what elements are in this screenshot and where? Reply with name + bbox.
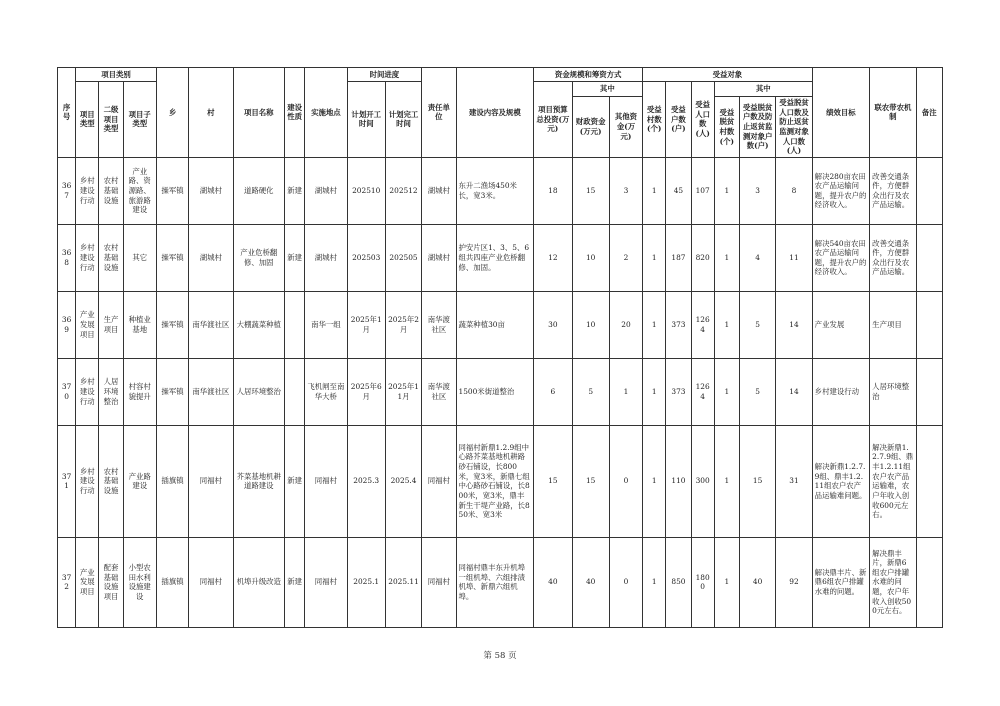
cell-seq: 371: [58, 425, 76, 537]
cell-goal: 解决新鼎1.2.7.9组、鼎丰1.2.11组农户农产品运输难问题。: [812, 425, 870, 537]
col-budget: 项目预算总投资(万元): [534, 82, 572, 158]
col-other: 其他资金(万元): [609, 97, 642, 158]
cell-seq: 370: [58, 358, 76, 425]
cell-ph: 15: [739, 425, 775, 537]
col-mechanism: 联农带农机制: [870, 68, 916, 158]
cell-village: 同福村: [189, 537, 233, 627]
cell-other: 1: [609, 358, 642, 425]
cell-fiscal: 10: [572, 224, 609, 291]
col-funds-among: 其中: [572, 82, 643, 97]
col-benefit-population: 受益人口数(人): [691, 82, 714, 158]
col-group-benefit: 受益对象: [643, 68, 813, 82]
cell-fiscal: 15: [572, 157, 609, 224]
cell-budget: 6: [534, 358, 572, 425]
col-nature: 建设性质: [285, 68, 305, 158]
col-plan-end: 计划完工时间: [385, 82, 421, 158]
cell-sub: 小型农田水利设施建设: [123, 537, 156, 627]
col-remarks: 备注: [916, 68, 942, 158]
cell-type: 乡村建设行动: [76, 157, 99, 224]
col-group-category: 项目类别: [76, 68, 157, 82]
cell-second: 农村基础设施: [99, 157, 123, 224]
cell-unit: 南华渡社区: [422, 291, 456, 358]
cell-bp: 300: [691, 425, 714, 537]
cell-bv: 1: [643, 224, 666, 291]
cell-ph: 4: [739, 224, 775, 291]
cell-second: 配套基础设施项目: [99, 537, 123, 627]
cell-second: 生产项目: [99, 291, 123, 358]
col-plan-start: 计划开工时间: [347, 82, 385, 158]
cell-pv: 1: [714, 537, 739, 627]
cell-seq: 369: [58, 291, 76, 358]
cell-bv: 1: [643, 358, 666, 425]
cell-content: 东升二渔场450米长，宽3米。: [456, 157, 534, 224]
cell-name: 产业危桥翻修、加固: [233, 224, 284, 291]
cell-unit: 湖城村: [422, 224, 456, 291]
cell-second: 农村基础设施: [99, 224, 123, 291]
cell-town: 插旗镇: [156, 537, 188, 627]
cell-seq: 372: [58, 537, 76, 627]
cell-nature: 新建: [285, 537, 305, 627]
cell-location: 同福村: [305, 537, 347, 627]
col-responsible: 责任单位: [422, 68, 456, 158]
col-benefit-households: 受益户数(户): [666, 82, 691, 158]
cell-start: 2025年6月: [347, 358, 385, 425]
cell-nature: [285, 291, 305, 358]
cell-end: 2025年2月: [385, 291, 421, 358]
cell-pv: 1: [714, 291, 739, 358]
cell-fiscal: 5: [572, 358, 609, 425]
cell-budget: 30: [534, 291, 572, 358]
cell-content: 同福村鼎丰东升机埠一组机埠、六组排渍机埠、新鼎六组机埠。: [456, 537, 534, 627]
table-row: [58, 358, 943, 425]
cell-village: 同福村: [189, 425, 233, 537]
cell-goal: 解决540亩农田农产品运输问题，提升农户的经济收入。: [812, 224, 870, 291]
cell-ph: 3: [739, 157, 775, 224]
cell-nature: 新建: [285, 157, 305, 224]
cell-sub: 产业路、资源路、旅游路建设: [123, 157, 156, 224]
cell-content: 蔬菜种植30亩: [456, 291, 534, 358]
cell-content: 1500米街道整治: [456, 358, 534, 425]
col-benefit-villages: 受益村数(个): [643, 82, 666, 158]
cell-type: 产业发展项目: [76, 291, 99, 358]
table-row: [58, 291, 943, 358]
col-town: 乡: [156, 68, 188, 158]
cell-start: 2025.3: [347, 425, 385, 537]
col-second-type: 二级项目类型: [99, 82, 123, 158]
cell-other: 3: [609, 157, 642, 224]
cell-second: 人居环境整治: [99, 358, 123, 425]
cell-remarks: [916, 157, 942, 224]
cell-mechanism: 解决鼎丰片，新鼎6组农户排罐水难的问题，农户年收入创收500元左右。: [870, 537, 916, 627]
col-location: 实施地点: [305, 68, 347, 158]
cell-pp: 11: [776, 224, 812, 291]
cell-remarks: [916, 291, 942, 358]
cell-ph: 40: [739, 537, 775, 627]
cell-end: 2025年11月: [385, 358, 421, 425]
cell-bh: 373: [666, 291, 691, 358]
cell-bp: 107: [691, 157, 714, 224]
cell-mechanism: 解决新鼎1.2.7.9组、鼎丰1.2.11组农户农产品运输难，农户年收入创收600元左右。: [870, 425, 916, 537]
cell-nature: [285, 358, 305, 425]
cell-ph: 5: [739, 358, 775, 425]
cell-budget: 40: [534, 537, 572, 627]
cell-bv: 1: [643, 537, 666, 627]
cell-start: 2025.1: [347, 537, 385, 627]
cell-bh: 45: [666, 157, 691, 224]
cell-bv: 1: [643, 157, 666, 224]
cell-ph: 5: [739, 291, 775, 358]
cell-pv: 1: [714, 425, 739, 537]
cell-end: 202505: [385, 224, 421, 291]
cell-mechanism: 人居环境整治: [870, 358, 916, 425]
cell-location: 同福村: [305, 425, 347, 537]
header-row-1: [58, 68, 943, 82]
col-sub-type: 项目子类型: [123, 82, 156, 158]
col-village: 村: [189, 68, 233, 158]
cell-start: 2025年1月: [347, 291, 385, 358]
cell-second: 农村基础设施: [99, 425, 123, 537]
col-poverty-population: 受益脱贫人口数及防止返贫监测对象人口数(人): [776, 97, 812, 158]
col-group-time: 时间进度: [347, 68, 422, 82]
cell-bp: 820: [691, 224, 714, 291]
cell-location: 湖城村: [305, 224, 347, 291]
cell-pp: 8: [776, 157, 812, 224]
cell-budget: 15: [534, 425, 572, 537]
cell-name: 芥菜基地机耕道路建设: [233, 425, 284, 537]
cell-bh: 187: [666, 224, 691, 291]
cell-other: 0: [609, 425, 642, 537]
cell-budget: 18: [534, 157, 572, 224]
cell-name: 道路硬化: [233, 157, 284, 224]
cell-end: 2025.11: [385, 537, 421, 627]
page-number: 第 58 页: [483, 651, 517, 661]
cell-unit: 同福村: [422, 425, 456, 537]
cell-bh: 373: [666, 358, 691, 425]
cell-sub: 村容村貌提升: [123, 358, 156, 425]
cell-goal: 解决鼎丰片、新鼎6组农户排罐水难的问题。: [812, 537, 870, 627]
cell-location: 飞机闸至南华大桥: [305, 358, 347, 425]
cell-pv: 1: [714, 224, 739, 291]
cell-village: 湖城村: [189, 157, 233, 224]
cell-nature: 新建: [285, 224, 305, 291]
cell-pv: 1: [714, 157, 739, 224]
cell-start: 202510: [347, 157, 385, 224]
table-row: [58, 425, 943, 537]
col-goal: 绩效目标: [812, 68, 870, 158]
cell-pv: 1: [714, 358, 739, 425]
cell-town: 操军镇: [156, 157, 188, 224]
cell-sub: 产业路建设: [123, 425, 156, 537]
cell-village: 南华渡社区: [189, 358, 233, 425]
col-benefit-among: 其中: [714, 82, 812, 97]
cell-remarks: [916, 358, 942, 425]
cell-content: 同福村新鼎1.2.9组中心路芥菜基地机耕路砂石铺设，长800米，宽3米，新鼎七组中心路砂石铺设，长800米，宽3米，鼎丰新生干堤产业路，长850米、宽3米: [456, 425, 534, 537]
cell-unit: 南华渡社区: [422, 358, 456, 425]
cell-goal: 解决280亩农田农产品运输问题，提升农户的经济收入。: [812, 157, 870, 224]
cell-town: 插旗镇: [156, 425, 188, 537]
cell-village: 湖城村: [189, 224, 233, 291]
cell-unit: 湖城村: [422, 157, 456, 224]
cell-bv: 1: [643, 425, 666, 537]
cell-town: 操军镇: [156, 224, 188, 291]
cell-sub: 种植业基地: [123, 291, 156, 358]
cell-seq: 368: [58, 224, 76, 291]
cell-name: 大棚蔬菜种植: [233, 291, 284, 358]
table-row: [58, 537, 943, 627]
col-poverty-villages: 受益脱贫村数(个): [714, 97, 739, 158]
cell-town: 操军镇: [156, 291, 188, 358]
cell-mechanism: 生产项目: [870, 291, 916, 358]
cell-pp: 31: [776, 425, 812, 537]
cell-other: 0: [609, 537, 642, 627]
cell-location: 湖城村: [305, 157, 347, 224]
col-group-funds: 资金规模和筹资方式: [534, 68, 643, 82]
cell-bp: 1800: [691, 537, 714, 627]
cell-unit: 同福村: [422, 537, 456, 627]
cell-other: 2: [609, 224, 642, 291]
cell-type: 乡村建设行动: [76, 358, 99, 425]
cell-bp: 1264: [691, 358, 714, 425]
cell-type: 产业发展项目: [76, 537, 99, 627]
cell-name: 机埠升级改造: [233, 537, 284, 627]
cell-mechanism: 改善交通条件，方便群众出行及农产品运输。: [870, 224, 916, 291]
cell-bh: 850: [666, 537, 691, 627]
cell-fiscal: 15: [572, 425, 609, 537]
cell-start: 202503: [347, 224, 385, 291]
cell-nature: 新建: [285, 425, 305, 537]
col-poverty-households: 受益脱贫户数及防止返贫监测对象户数(户): [739, 97, 775, 158]
cell-end: 202512: [385, 157, 421, 224]
cell-mechanism: 改善交通条件，方便群众出行及农产品运输。: [870, 157, 916, 224]
cell-type: 乡村建设行动: [76, 425, 99, 537]
cell-bh: 110: [666, 425, 691, 537]
col-project-name: 项目名称: [233, 68, 284, 158]
cell-pp: 92: [776, 537, 812, 627]
cell-location: 南华一组: [305, 291, 347, 358]
cell-pp: 14: [776, 358, 812, 425]
cell-remarks: [916, 537, 942, 627]
cell-sub: 其它: [123, 224, 156, 291]
col-content: 建设内容及规模: [456, 68, 534, 158]
cell-budget: 12: [534, 224, 572, 291]
cell-fiscal: 10: [572, 291, 609, 358]
cell-pp: 14: [776, 291, 812, 358]
cell-other: 20: [609, 291, 642, 358]
cell-bv: 1: [643, 291, 666, 358]
cell-village: 南华渡社区: [189, 291, 233, 358]
cell-remarks: [916, 224, 942, 291]
cell-goal: 乡村建设行动: [812, 358, 870, 425]
cell-seq: 367: [58, 157, 76, 224]
cell-remarks: [916, 425, 942, 537]
col-fiscal: 财政资金(万元): [572, 97, 609, 158]
cell-name: 人居环境整治: [233, 358, 284, 425]
table-row: [58, 157, 943, 224]
project-table: [57, 67, 943, 628]
cell-end: 2025.4: [385, 425, 421, 537]
cell-type: 乡村建设行动: [76, 224, 99, 291]
table-row: [58, 224, 943, 291]
cell-town: 操军镇: [156, 358, 188, 425]
col-project-type: 项目类型: [76, 82, 99, 158]
col-seq: 序号: [58, 68, 76, 158]
cell-goal: 产业发展: [812, 291, 870, 358]
cell-fiscal: 40: [572, 537, 609, 627]
cell-content: 护安片区1、3、5、6组共四座产业危桥翻修、加固。: [456, 224, 534, 291]
cell-bp: 1264: [691, 291, 714, 358]
